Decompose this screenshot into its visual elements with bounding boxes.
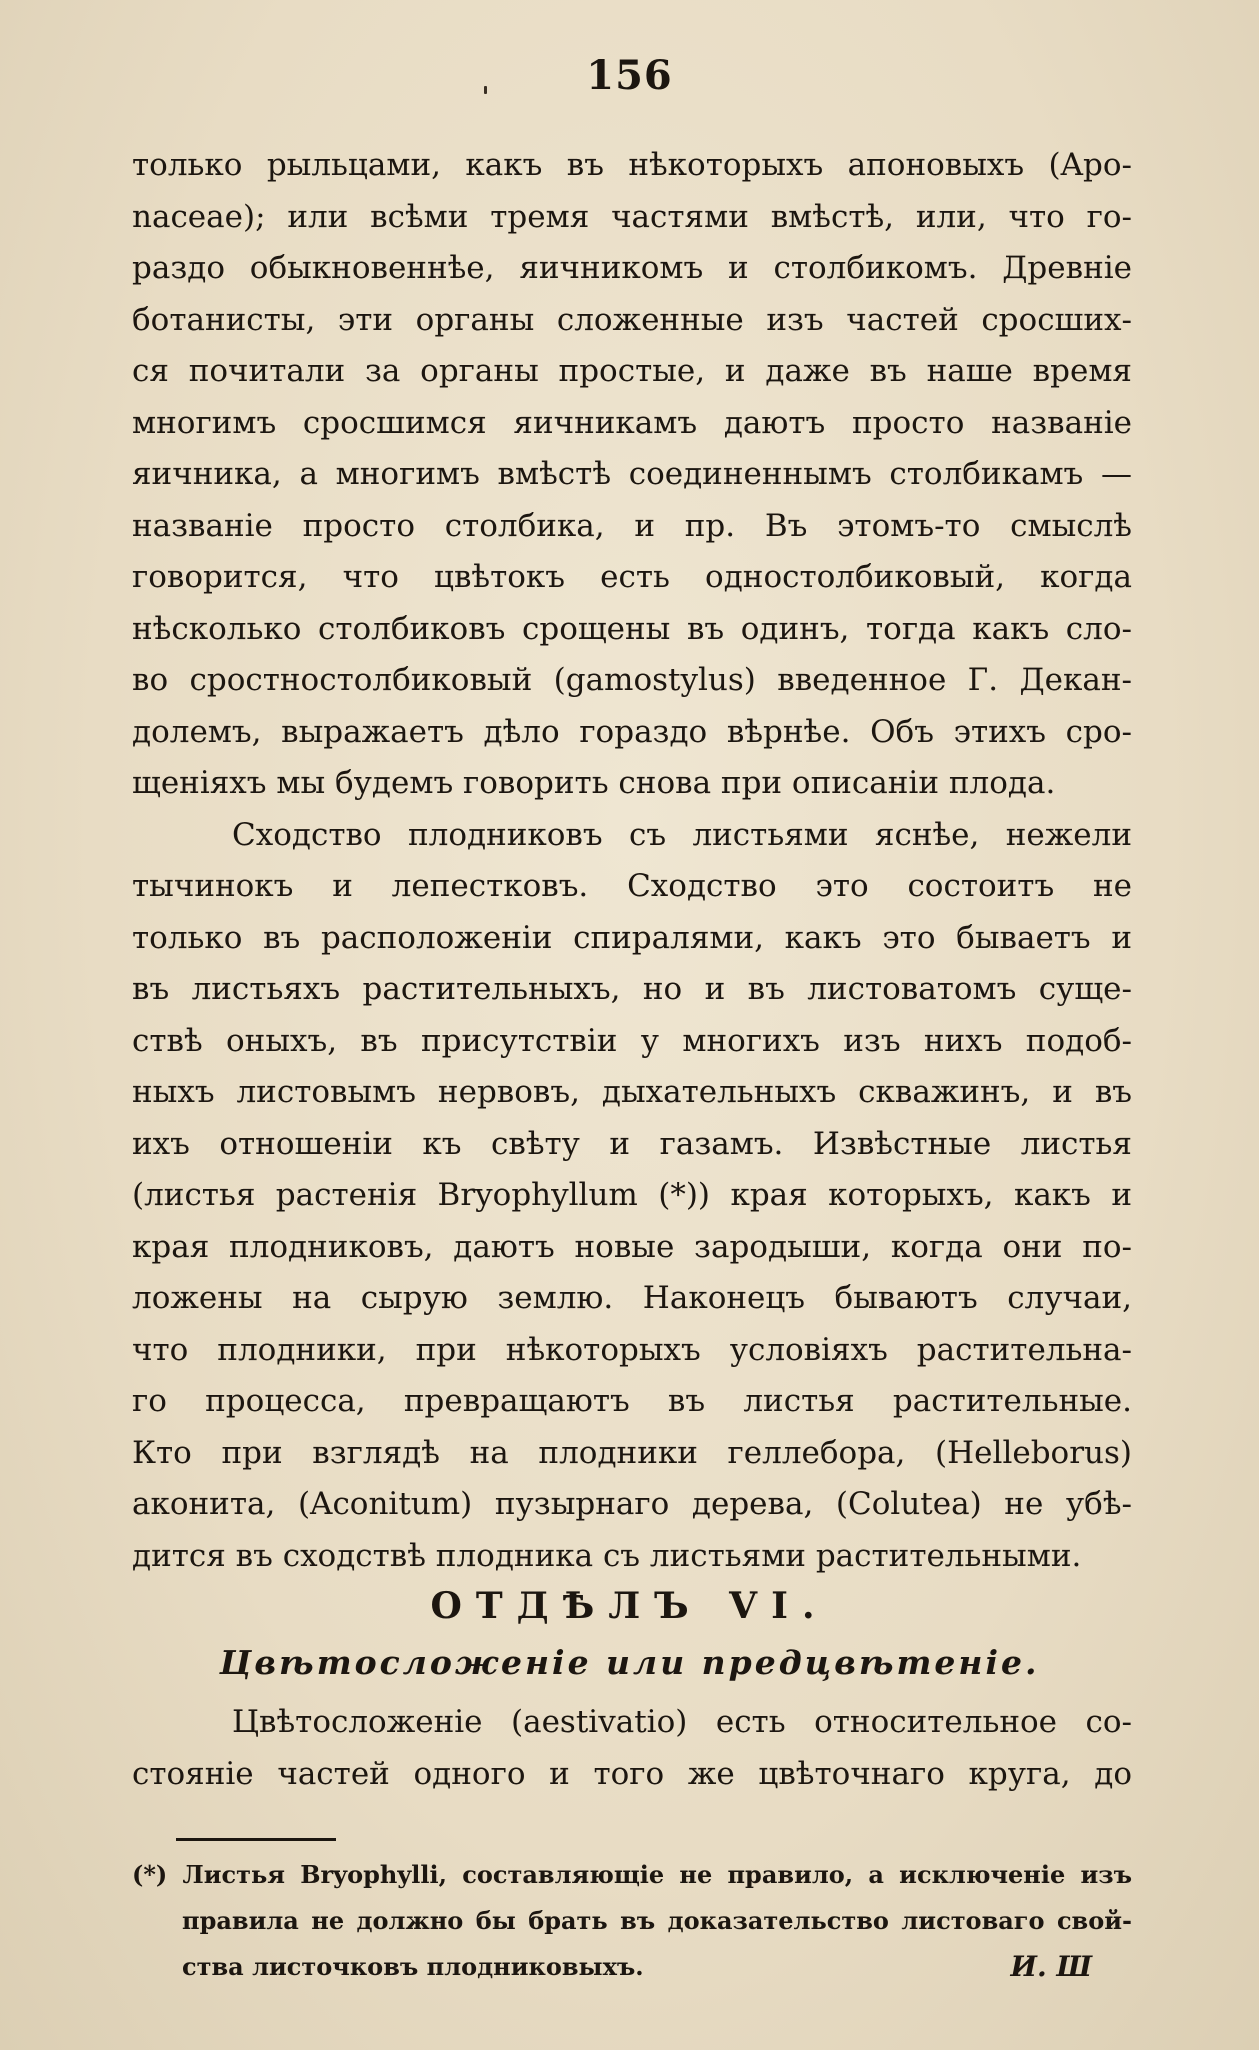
text-line: ложены на сырую землю. Наконецъ бываютъ случаи, bbox=[132, 1280, 1132, 1316]
print-speck bbox=[484, 86, 487, 94]
paragraph-aestivation bbox=[132, 1697, 1132, 1800]
text-line: ся почитали за органы простые, и даже въ наше время bbox=[132, 353, 1132, 389]
text-line: дится въ сходствѣ плодника съ листьями растительными. bbox=[132, 1537, 1082, 1574]
section-title: ОТДѢЛЪ VI. bbox=[430, 1585, 829, 1627]
footnote-rule bbox=[176, 1838, 336, 1841]
text-line: щеніяхъ мы будемъ говорить снова при описаніи плода. bbox=[132, 765, 1056, 801]
text-line: ихъ отношеніи къ свѣту и газамъ. Извѣстные листья bbox=[132, 1125, 1132, 1162]
text-line: названіе просто столбика, и пр. Въ этомъ-то смыслѣ bbox=[132, 507, 1132, 544]
footnote-line: ства листочковъ плодниковыхъ. bbox=[182, 1952, 644, 1981]
text-line: говорится, что цвѣтокъ есть одностолбиковый, когда bbox=[132, 559, 1132, 595]
text-line: яичника, а многимъ вмѣстѣ соединеннымъ столбикамъ — bbox=[132, 456, 1132, 492]
footnote-signature: И. Ш bbox=[1010, 1950, 1092, 1983]
text-line: тычинокъ и лепестковъ. Сходство это состоитъ не bbox=[132, 868, 1132, 904]
text-line: (листья растенія Bryophyllum (*)) края которыхъ, какъ и bbox=[132, 1177, 1132, 1213]
section-subtitle: Цвѣтосложеніе или предцвѣтеніе. bbox=[219, 1643, 1040, 1682]
text-line: только въ расположеніи спиралями, какъ это бываетъ и bbox=[132, 919, 1132, 956]
text-line: ботанисты, эти органы сложенные изъ частей сросших- bbox=[132, 301, 1132, 338]
text-line: края плодниковъ, даютъ новые зародыши, когда они по- bbox=[132, 1228, 1132, 1265]
footnote-line: (*) Листья Bryophylli, составляющіе не правило, а исключеніе изъ bbox=[132, 1860, 1132, 1889]
text-line: naceae); или всѣми тремя частями вмѣстѣ, или, что го- bbox=[132, 198, 1132, 235]
page-number: 156 bbox=[586, 52, 673, 99]
text-line: ныхъ листовымъ нервовъ, дыхательныхъ скважинъ, и въ bbox=[132, 1074, 1132, 1110]
text-line: во сростностолбиковый (gamostylus) введенное Г. Декан- bbox=[132, 662, 1132, 698]
footnote bbox=[132, 1852, 1132, 1990]
text-line: только рыльцами, какъ въ нѣкоторыхъ апоновыхъ (Apo- bbox=[132, 147, 1132, 183]
text-line: въ листьяхъ растительныхъ, но и въ листоватомъ суще- bbox=[132, 971, 1132, 1007]
text-line: что плодники, при нѣкоторыхъ условіяхъ растительна- bbox=[132, 1331, 1132, 1368]
text-line: многимъ сросшимся яичникамъ даютъ просто названіе bbox=[132, 404, 1132, 441]
footnote-line: правила не должно бы брать въ доказательство листоваго свой- bbox=[182, 1906, 1132, 1935]
text-line: аконита, (Aconitum) пузырнаго дерева, (Colutea) не убѣ- bbox=[132, 1486, 1132, 1522]
text-line: стояніе частей одного и того же цвѣточнаго круга, до bbox=[132, 1755, 1132, 1792]
text-line: Кто при взглядѣ на плодники геллебора, (Helleborus) bbox=[132, 1434, 1132, 1471]
text-line: го процесса, превращаютъ въ листья растительные. bbox=[132, 1383, 1132, 1419]
footnote-last-line bbox=[132, 1944, 1132, 1990]
text-line: раздо обыкновеннѣе, яичникомъ и столбикомъ. Древніе bbox=[132, 250, 1132, 286]
paragraph-carpels-fusion bbox=[132, 140, 1132, 1582]
text-line: ствѣ оныхъ, въ присутствіи у многихъ изъ нихъ подоб- bbox=[132, 1022, 1132, 1059]
text-line: Сходство плодниковъ съ листьями яснѣе, нежели bbox=[232, 816, 1132, 853]
text-line: долемъ, выражаетъ дѣло гораздо вѣрнѣе. Объ этихъ сро- bbox=[132, 713, 1132, 750]
text-line: Цвѣтосложеніе (aestivatio) есть относительное со- bbox=[232, 1704, 1132, 1740]
text-line: нѣсколько столбиковъ срощены въ одинъ, тогда какъ сло- bbox=[132, 610, 1132, 647]
